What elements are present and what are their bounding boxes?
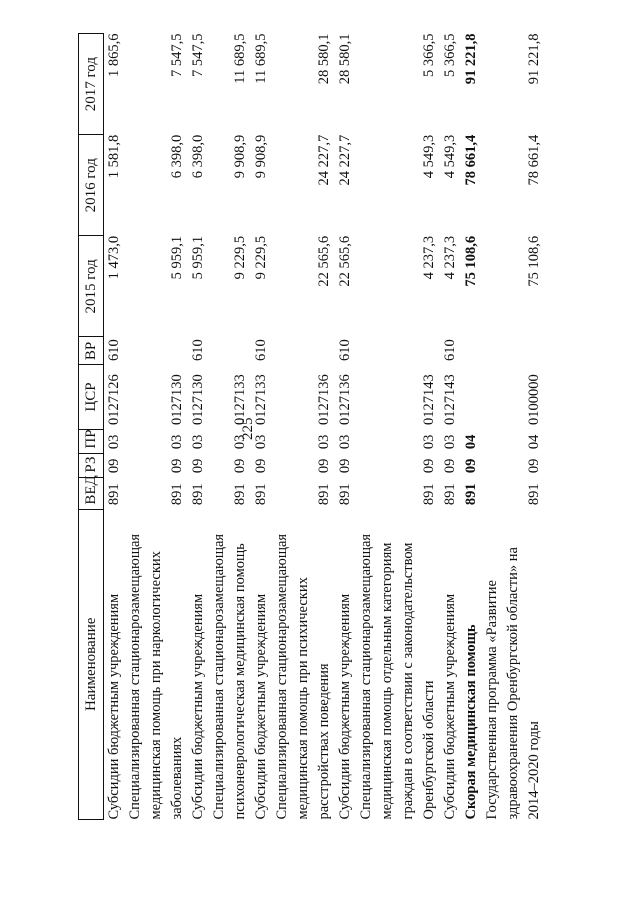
- cell-rz: 09: [169, 458, 185, 474]
- cell-vr: 610: [190, 339, 206, 361]
- cell-vr: 610: [253, 339, 269, 361]
- cell-pr: 03: [442, 434, 458, 450]
- table-row: [209, 34, 251, 820]
- cell-pr: 03: [421, 434, 437, 450]
- cell-rz: 09: [337, 458, 353, 474]
- cell-2015: 75 108,6: [526, 235, 542, 287]
- column-header-ved: ВЕД: [79, 477, 104, 509]
- cell-rz: 09: [421, 458, 437, 474]
- cell-csr: [461, 365, 482, 429]
- cell-pr: 03: [106, 434, 122, 450]
- cell-2017: 28 580,1: [337, 33, 353, 85]
- cell-2016: 9 908,9: [232, 134, 248, 179]
- cell-2016: 1 581,8: [106, 134, 122, 179]
- cell-2017: 11 689,5: [232, 33, 248, 84]
- cell-csr: 0127130: [190, 374, 206, 426]
- cell-csr: 0127136: [337, 374, 353, 426]
- cell-csr: 0127133: [232, 374, 248, 426]
- column-header-vr: ВР: [79, 337, 104, 365]
- cell-2016: 6 398,0: [169, 134, 185, 179]
- cell-name: Субсидии бюджетным учреждениям: [337, 593, 353, 820]
- cell-2015: 75 108,6: [463, 235, 479, 287]
- cell-ved: 891: [421, 483, 437, 506]
- cell-csr: 0127143: [421, 374, 437, 426]
- cell-name: Специализированная стационарозамещающая медицинская помощь при наркологических заболеваниях: [127, 533, 185, 820]
- cell-name: Специализированная стационарозамещающая медицинская помощь отдельным категориям граждан в соответствии с законодательством Оренбургской области: [358, 533, 437, 820]
- page-number: 225: [240, 417, 256, 440]
- cell-ved: 891: [316, 483, 332, 506]
- cell-ved: 891: [463, 483, 479, 506]
- cell-2016: 24 227,7: [316, 134, 332, 186]
- cell-vr: [482, 337, 545, 365]
- column-header-2017: 2017 год: [79, 34, 104, 135]
- cell-2017: 91 221,8: [463, 33, 479, 85]
- cell-rz: 09: [463, 458, 479, 474]
- cell-name: Государственная программа «Развитие здравоохранения Оренбургской области» на 2014–2020 годы: [484, 547, 542, 820]
- column-header-name: Наименование: [79, 509, 104, 819]
- cell-vr: [356, 337, 440, 365]
- cell-2016: 4 549,3: [442, 134, 458, 179]
- cell-vr: [209, 337, 251, 365]
- cell-ved: 891: [253, 483, 269, 506]
- cell-2017: 7 547,5: [169, 33, 185, 77]
- cell-2017: 1 865,6: [106, 33, 122, 77]
- cell-2015: 4 237,3: [442, 235, 458, 280]
- cell-rz: 09: [526, 458, 542, 474]
- cell-ved: 891: [526, 483, 542, 506]
- cell-csr: 0127143: [442, 374, 458, 426]
- cell-pr: 03: [190, 434, 206, 450]
- table-row: [440, 34, 461, 820]
- cell-rz: 09: [106, 458, 122, 474]
- cell-vr: 610: [337, 339, 353, 361]
- cell-name: Субсидии бюджетным учреждениям: [190, 593, 206, 820]
- cell-2016: 78 661,4: [463, 134, 479, 186]
- budget-table: [78, 33, 545, 820]
- table-row: [125, 34, 188, 820]
- table-row: [461, 34, 482, 820]
- cell-2016: 78 661,4: [526, 134, 542, 186]
- cell-vr: [125, 337, 188, 365]
- cell-ved: 891: [337, 483, 353, 506]
- cell-2017: 28 580,1: [316, 33, 332, 85]
- cell-vr: [272, 337, 335, 365]
- cell-name: Субсидии бюджетным учреждениям: [106, 593, 122, 820]
- cell-vr: 610: [442, 339, 458, 361]
- cell-rz: 09: [232, 458, 248, 474]
- table-row: [272, 34, 335, 820]
- column-header-rz: РЗ: [79, 453, 104, 477]
- cell-2016: 6 398,0: [190, 134, 206, 179]
- cell-rz: 09: [253, 458, 269, 474]
- cell-ved: 891: [232, 483, 248, 506]
- cell-2015: 5 959,1: [169, 235, 185, 280]
- cell-csr: 0127130: [169, 374, 185, 426]
- column-header-2016: 2016 год: [79, 135, 104, 236]
- cell-pr: 03: [316, 434, 332, 450]
- cell-2017: 11 689,5: [253, 33, 269, 84]
- table-row: [482, 34, 545, 820]
- cell-ved: 891: [106, 483, 122, 506]
- rotated-table-container: [78, 33, 606, 820]
- cell-2017: 7 547,5: [190, 33, 206, 77]
- cell-name: Субсидии бюджетным учреждениям: [253, 593, 269, 820]
- cell-2015: 9 229,5: [232, 235, 248, 280]
- cell-2015: 22 565,6: [337, 235, 353, 287]
- table-row: [104, 34, 126, 820]
- cell-2015: 9 229,5: [253, 235, 269, 280]
- cell-2015: 1 473,0: [106, 235, 122, 280]
- cell-ved: 891: [190, 483, 206, 506]
- cell-2015: 4 237,3: [421, 235, 437, 280]
- table-row: [356, 34, 440, 820]
- column-header-pr: ПР: [79, 429, 104, 453]
- cell-ved: 891: [442, 483, 458, 506]
- cell-pr: 03: [169, 434, 185, 450]
- cell-rz: 09: [190, 458, 206, 474]
- cell-pr: 03: [253, 434, 269, 450]
- table-row: [251, 34, 272, 820]
- cell-2017: 5 366,5: [442, 33, 458, 77]
- cell-2017: 91 221,8: [526, 33, 542, 85]
- cell-name: Субсидии бюджетным учреждениям: [442, 593, 458, 820]
- cell-name: Специализированная стационарозамещающая медицинская помощь при психических расстройствах поведения: [274, 533, 332, 820]
- cell-name: Скорая медицинская помощь: [463, 624, 479, 820]
- cell-pr: 04: [526, 434, 542, 450]
- cell-csr: 0127136: [316, 374, 332, 426]
- table-header-row: [79, 34, 104, 820]
- cell-csr: 0127133: [253, 374, 269, 426]
- cell-csr: 0127126: [106, 374, 122, 426]
- cell-ved: 891: [169, 483, 185, 506]
- table-row: [335, 34, 356, 820]
- column-header-csr: ЦСР: [79, 365, 104, 429]
- column-header-2015: 2015 год: [79, 236, 104, 337]
- cell-2016: 4 549,3: [421, 134, 437, 179]
- cell-2016: 9 908,9: [253, 134, 269, 179]
- cell-name: Специализированная стационарозамещающая психоневрологическая медицинская помощь: [211, 533, 248, 820]
- cell-rz: 09: [442, 458, 458, 474]
- cell-2015: 22 565,6: [316, 235, 332, 287]
- cell-pr: 04: [463, 434, 479, 450]
- cell-pr: 03: [337, 434, 353, 450]
- cell-pr: 03: [232, 434, 248, 450]
- cell-vr: [461, 337, 482, 365]
- cell-2015: 5 959,1: [190, 235, 206, 280]
- table-row: [188, 34, 209, 820]
- cell-2016: 24 227,7: [337, 134, 353, 186]
- cell-vr: 610: [106, 339, 122, 361]
- cell-csr: 0100000: [526, 374, 542, 426]
- cell-rz: 09: [316, 458, 332, 474]
- cell-2017: 5 366,5: [421, 33, 437, 77]
